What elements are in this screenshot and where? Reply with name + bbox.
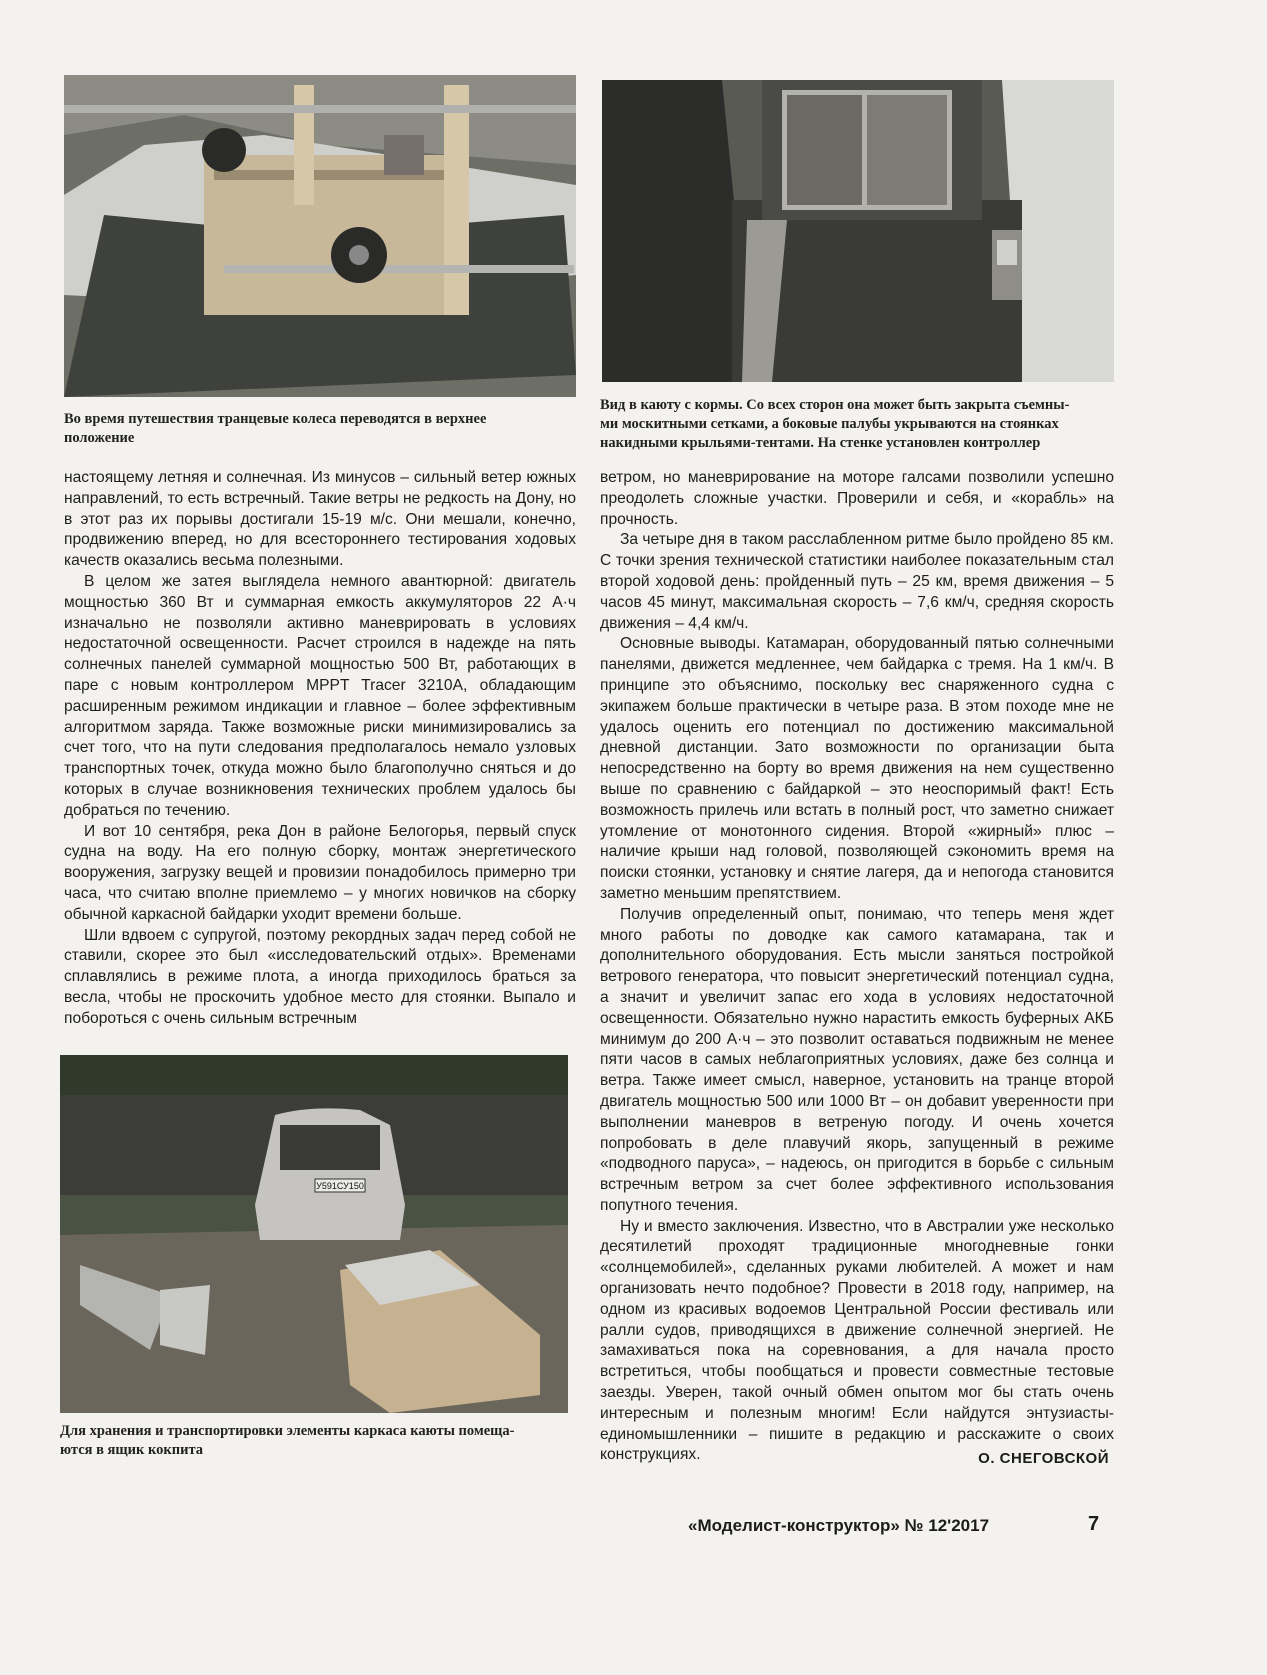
photo-storage-car [60, 1055, 568, 1413]
page-number: 7 [1088, 1513, 1100, 1535]
caption-line: Во время путешествия транцевые колеса переводятся в верхнее [64, 411, 487, 427]
photo-transom-wheels [64, 75, 576, 397]
caption-line: Вид в каюту с кормы. Со всех сторон она может быть закрыта съемны- [600, 397, 1070, 413]
article-left-column [64, 468, 576, 1030]
photo-caption-storage [60, 1422, 572, 1460]
paragraph: настоящему летняя и солнечная. Из минусов – сильный ветер южных направлений, то есть встречный. Такие ветры не редкость на Дону, но в этот раз их порывы достигали 15-19 м/с. Они мешали, конечно, продвижению вперед, но для всестороннего тестирования ходовых качеств оказались весьма полезными. [64, 469, 576, 570]
caption-line: положение [64, 430, 135, 446]
paragraph: ветром, но маневрирование на моторе галсами позволили успешно преодолеть сложные участки. Проверили и себя, и «корабль» на прочность. [600, 469, 1114, 528]
paragraph: Основные выводы. Катамаран, оборудованный пятью солнечными панелями, движется медленнее, чем байдарка с тремя. На 1 км/ч. В принципе это объяснимо, поскольку вес снаряженного судна с экипажем больше практически в четыре раза. В этом походе мне не удалось оценить его потенциал по достижению максимальной дневной дистанции. Зато возможности по организации быта непосредственно на борту во время движения на нем существенно выше по сравнению с байдаркой – это неоспоримый факт! Есть возможность прилечь или встать в полный рост, что заметно снижает утомление от монотонного сидения. Второй «жирный» плюс – наличие крыши над головой, позволяющей сэкономить время на поиски стоянки, установку и снятие лагеря, да и непогода становится заметно меньшим препятствием. [600, 635, 1114, 902]
paragraph: Получив определенный опыт, понимаю, что теперь меня ждет много работы по доводке как самого катамарана, так и дополнительного оборудования. Есть мысли заняться постройкой ветрового генератора, что повысит энергетический потенциал судна, а значит и увеличит запас его хода в условиях недостаточной освещенности. Обязательно нужно нарастить емкость буферных АКБ минимум до 200 А·ч – это позволит оставаться подвижным не менее пяти часов в самых неблагоприятных условиях, даже без солнца и ветра. Также имеет смысл, наверное, установить на транце второй двигатель мощностью 500 или 1000 Вт – он добавит уверенности при выполнении маневров в ветреную погоду. И очень хочется попробовать в деле плавучий якорь, запущенный в режиме «подводного паруса», – надеюсь, он пригодится в борьбе с сильным встречным ветром за счет более эффективного использования попутного течения. [600, 905, 1114, 1214]
article-author: О. СНЕГОВСКОЙ [978, 1450, 1109, 1467]
magazine-footer: «Моделист-конструктор» № 12'2017 [688, 1516, 990, 1535]
photo-caption-transom [64, 410, 576, 448]
paragraph: За четыре дня в таком расслабленном ритме было пройдено 85 км. С точки зрения технической статистики наиболее показательным стал второй ходовой день: пройденный путь – 25 км, время движения – 5 часов 45 минут, максимальная скорость – 7,6 км/ч, средняя скорость движения – 4,4 км/ч. [600, 531, 1114, 632]
paragraph: Шли вдвоем с супругой, поэтому рекордных задач перед собой не ставили, скорее это был «исследовательский отдых». Временами сплавлялись в режиме плота, а иногда приходилось браться за весла, чтобы не проскочить удобное место для стоянки. Выпало и побороться с очень сильным встречным [64, 926, 576, 1027]
photo-cabin-view [602, 80, 1114, 382]
paragraph: Ну и вместо заключения. Известно, что в Австралии уже несколько десятилетий проходят традиционные многодневные гонки «солнцемобилей», сделанных руками любителей. А может и нам организовать нечто подобное? Провести в 2018 году, например, на одном из красивых водоемов Центральной России фестиваль или ралли судов, приводящихся в движение солнечной энергией. Не замахиваться пока на соревнования, а для начала просто встретиться, чтобы пообщаться и провести совместные тестовые заезды. Уверен, такой очный обмен опытом мог бы стать очень интересным и полезным многим! Если найдутся энтузиасты-единомышленники – пишите в редакцию и расскажите о своих конструкциях. [600, 1217, 1114, 1464]
paragraph: В целом же затея выглядела немного авантюрной: двигатель мощностью 360 Вт и суммарная емкость аккумуляторов 22 А·ч изначально не позволяли активно маневрировать в условиях недостаточной освещенности. Расчет строился в надежде на пять солнечных панелей суммарной мощностью 500 Вт, работающих в паре с новым контроллером MPPT Tracer 3210A, обладающим расширенным режимом индикации и главное – более эффективным алгоритмом заряда. Также возможные риски минимизировались за счет того, что на пути следования предполагалось немало узловых транспортных точек, откуда можно было благополучно сняться и до которых в случае возникновения технических проблем удалось бы добраться по течению. [64, 572, 576, 819]
caption-line: ются в ящик кокпита [60, 1442, 203, 1458]
paragraph: И вот 10 сентября, река Дон в районе Белогорья, первый спуск судна на воду. На его полную сборку, монтаж энергетического вооружения, загрузку вещей и провизии понадобилось примерно три часа, что считаю вполне приемлемо – у многих новичков на сборку обычной каркасной байдарки уходит времени больше. [64, 822, 576, 923]
license-plate: У591СУ150 [316, 1181, 364, 1191]
caption-line: накидными крыльями-тентами. На стенке установлен контроллер [600, 435, 1041, 451]
article-right-column [600, 468, 1114, 1466]
caption-line: Для хранения и транспортировки элементы каркаса каюты помеща- [60, 1423, 515, 1439]
caption-line: ми москитными сетками, а боковые палубы укрываются на стоянках [600, 416, 1059, 432]
photo-caption-cabin [600, 396, 1120, 453]
